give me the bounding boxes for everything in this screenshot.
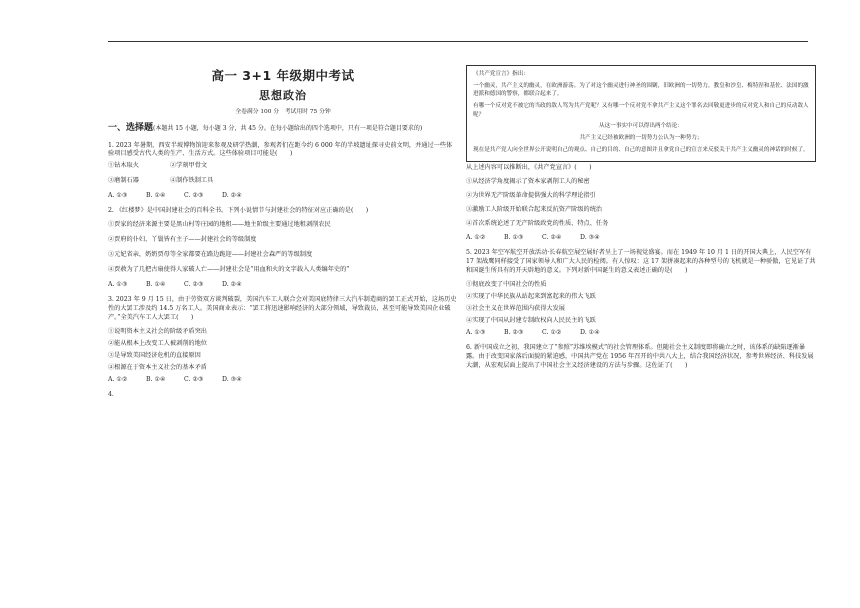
choice: C. ②③ (184, 376, 204, 384)
right-column (466, 62, 816, 374)
question-1-options-row-2 (108, 177, 458, 186)
exam-subject: 思想政治 (259, 89, 307, 103)
question-3-option: ②能从根本上改变工人被剥削的地位 (108, 340, 207, 348)
choice: B. ②③ (504, 329, 524, 337)
choice: C. ①② (542, 329, 562, 337)
question-3-choices (108, 376, 458, 385)
choice: D. ①④ (580, 329, 600, 337)
question-5-stem: 5. 2023 年空军航空开放活动·长春航空展空展好者呈上了一场视觉盛宴。而在 1949 年 10 月 1 日的开国大典上，人民空军有 17 架战鹰同样接受了国家领导人和广大人民的检阅。有人惊叹：这 17 架拼凑起来的各种型号的飞机就是一种骄傲，它见证了共和国诞生所具有的开天辟地的意义。下列对新中国诞生的意义表述正确的是( ) (466, 249, 816, 275)
exam-meta: 全卷满分 100 分 考试用时 75 分钟 (235, 109, 331, 116)
question-4-choices (466, 234, 816, 243)
question-5-option: ①彻底改变了中国社会的性质 (466, 281, 547, 289)
question-2-option: ①贾家的经济来源主要是黑山村等庄园的地租——地主阶级主要通过地租剥削农民 (108, 221, 331, 229)
choice: C. ②④ (542, 234, 562, 242)
question-3-option: ④根源在于资本主义社会的基本矛盾 (108, 364, 207, 372)
choice: B. ①④ (146, 376, 166, 384)
question-1-options-row-1 (108, 162, 458, 171)
question-6-stem: 6. 新中国成立之初，我国建立了“参照”苏维埃模式”的社会管理体系。但随社会主义制度即将确立之时，该体系的缺陷逐渐暴露。由于改变国家落后面貌的紧迫感，中国共产党在 1956 年召开的中共八大上，结合我国经济状况，参考世界经济、科技发展大潮，从宏观层面上提出了中国社会主义经济建设的方法与步骤。这佐证了( ) (466, 344, 814, 369)
choice: D. ③④ (222, 376, 242, 384)
choice: B. ①③ (504, 234, 524, 242)
question-2-option: ④贾赦为了几把古扇使得人家破人亡——封建社会是“用血和火的文字载入人类编年史的” (108, 266, 350, 274)
question-4-stem: 从上述内容可以推断出，《共产党宣言》( ) (466, 164, 592, 172)
choice: A. ①② (466, 234, 486, 242)
choice: C. ②③ (184, 281, 204, 289)
choice: A. ①② (108, 376, 128, 384)
question-4-option: ②为世界无产阶级革命提供强大的科学理论指引 (466, 192, 596, 200)
top-rule (108, 41, 808, 42)
choice: D. ③④ (580, 234, 600, 242)
question-1-option: ①钻木取火 (108, 162, 139, 170)
question-1-option: ④制作铁制工具 (170, 177, 214, 185)
choice: A. ①③ (108, 281, 128, 289)
choice: C. ②③ (184, 192, 204, 200)
question-4-number: 4. (108, 391, 114, 399)
question-5-option: ②实现了中华民族从站起来到富起来的伟大飞跃 (466, 293, 596, 301)
choice: B. ①④ (146, 281, 166, 289)
question-5-option: ③社会主义在世界范围内获得大发展 (466, 305, 565, 313)
question-2-option: ②贾府的仆妇、丫鬟皆有主子——封建社会的等级制度 (108, 236, 257, 244)
question-2-choices (108, 281, 458, 290)
section-note: (本题共 15 小题，每小题 3 分，共 45 分。在每小题给出的四个选项中，只有一项是符合题目要求的) (153, 125, 423, 133)
quote-paragraph: 一个幽灵，共产主义的幽灵，在欧洲游荡。为了对这个幽灵进行神圣的围剿，旧欧洲的一切势力，教皇和沙皇、梅特涅和基佐、法国的激进派和德国的警察，都联合起来了。 (473, 82, 809, 98)
quote-box (466, 65, 816, 162)
left-column (108, 60, 458, 403)
choice: D. ②④ (222, 192, 242, 200)
question-3-option: ③是导致美国经济危机的直接原因 (108, 352, 201, 360)
question-2-stem: 2. 《红楼梦》是中国封建社会的百科全书。下列小说情节与封建社会的特征对应正确的是( ) (108, 207, 369, 215)
question-1-choices (108, 192, 458, 201)
question-1-stem: 1. 2023 年暑期，西安半坡博物馆迎来参观及研学热潮，参观者们在距今约 6 000 年的半坡遗址探寻史前文明，并通过一些体验项目感受古代人类的生产、生活方式。这些体验项目可能是( ) (108, 141, 453, 158)
question-1-option: ②学刻甲骨文 (170, 162, 208, 170)
question-5-choices (466, 329, 816, 338)
choice: A. ①③ (108, 192, 128, 200)
choice: A. ①③ (466, 329, 486, 337)
question-4-option: ①从经济学角度揭示了资本家剥削工人的秘密 (466, 178, 590, 186)
choice: B. ①④ (146, 192, 166, 200)
quote-paragraph: 现在是共产党人向全世界公开说明自己的观点、自己的目的、自己的意图并且拿党自己的宣言来反驳关于共产主义幽灵的神话的时候了。 (473, 146, 809, 153)
question-5-option: ④实现了中国从封建专制政权向人民民主的飞跃 (466, 317, 596, 325)
question-4-option: ③激励工人阶级开始联合起来反抗资产阶级的统治 (466, 206, 603, 214)
section-title: 一、选择题 (108, 123, 154, 134)
exam-title: 高一 3+1 年级期中考试 (211, 68, 355, 83)
question-4-option: ④首次系统论述了无产阶级政党的性质、特点、任务 (466, 220, 609, 228)
question-3-option: ①说明资本主义社会的阶级矛盾突出 (108, 328, 207, 336)
quote-paragraph: 有哪一个反对党不被它的当政的敌人骂为共产党呢？又有哪一个反对党不拿共产主义这个罪名去回敬更进步的反对党人和自己的反动敌人呢？ (473, 102, 809, 118)
question-1-option: ③磨制石器 (108, 177, 139, 185)
choice: D. ②④ (222, 281, 242, 289)
quote-title: 《共产党宣言》指出： (473, 71, 529, 77)
quote-paragraph: 共产主义已经被欧洲的一切势力公认为一种势力； (579, 134, 703, 141)
section-heading (108, 122, 458, 135)
quote-paragraph: 从这一事实中可以得出两个结论： (599, 123, 683, 130)
question-3-stem: 3. 2023 年 9 月 15 日，由于劳资双方谈判破裂，美国汽车工人联合会对美国底特律三大汽车制造商的罢工正式开始，这场历史性的大罢工涉及约 14.5 万名工人。美国商业表示：“罢工将迅速影响经济的大部分领域，导致裁员，甚至可能导致美国企业破产。”全美汽车工人大罢工( ) (108, 296, 457, 322)
question-2-option: ③元妃省亲，奶奶贾母等全家都要在路边跪迎——封建社会森严的等级制度 (108, 251, 313, 259)
